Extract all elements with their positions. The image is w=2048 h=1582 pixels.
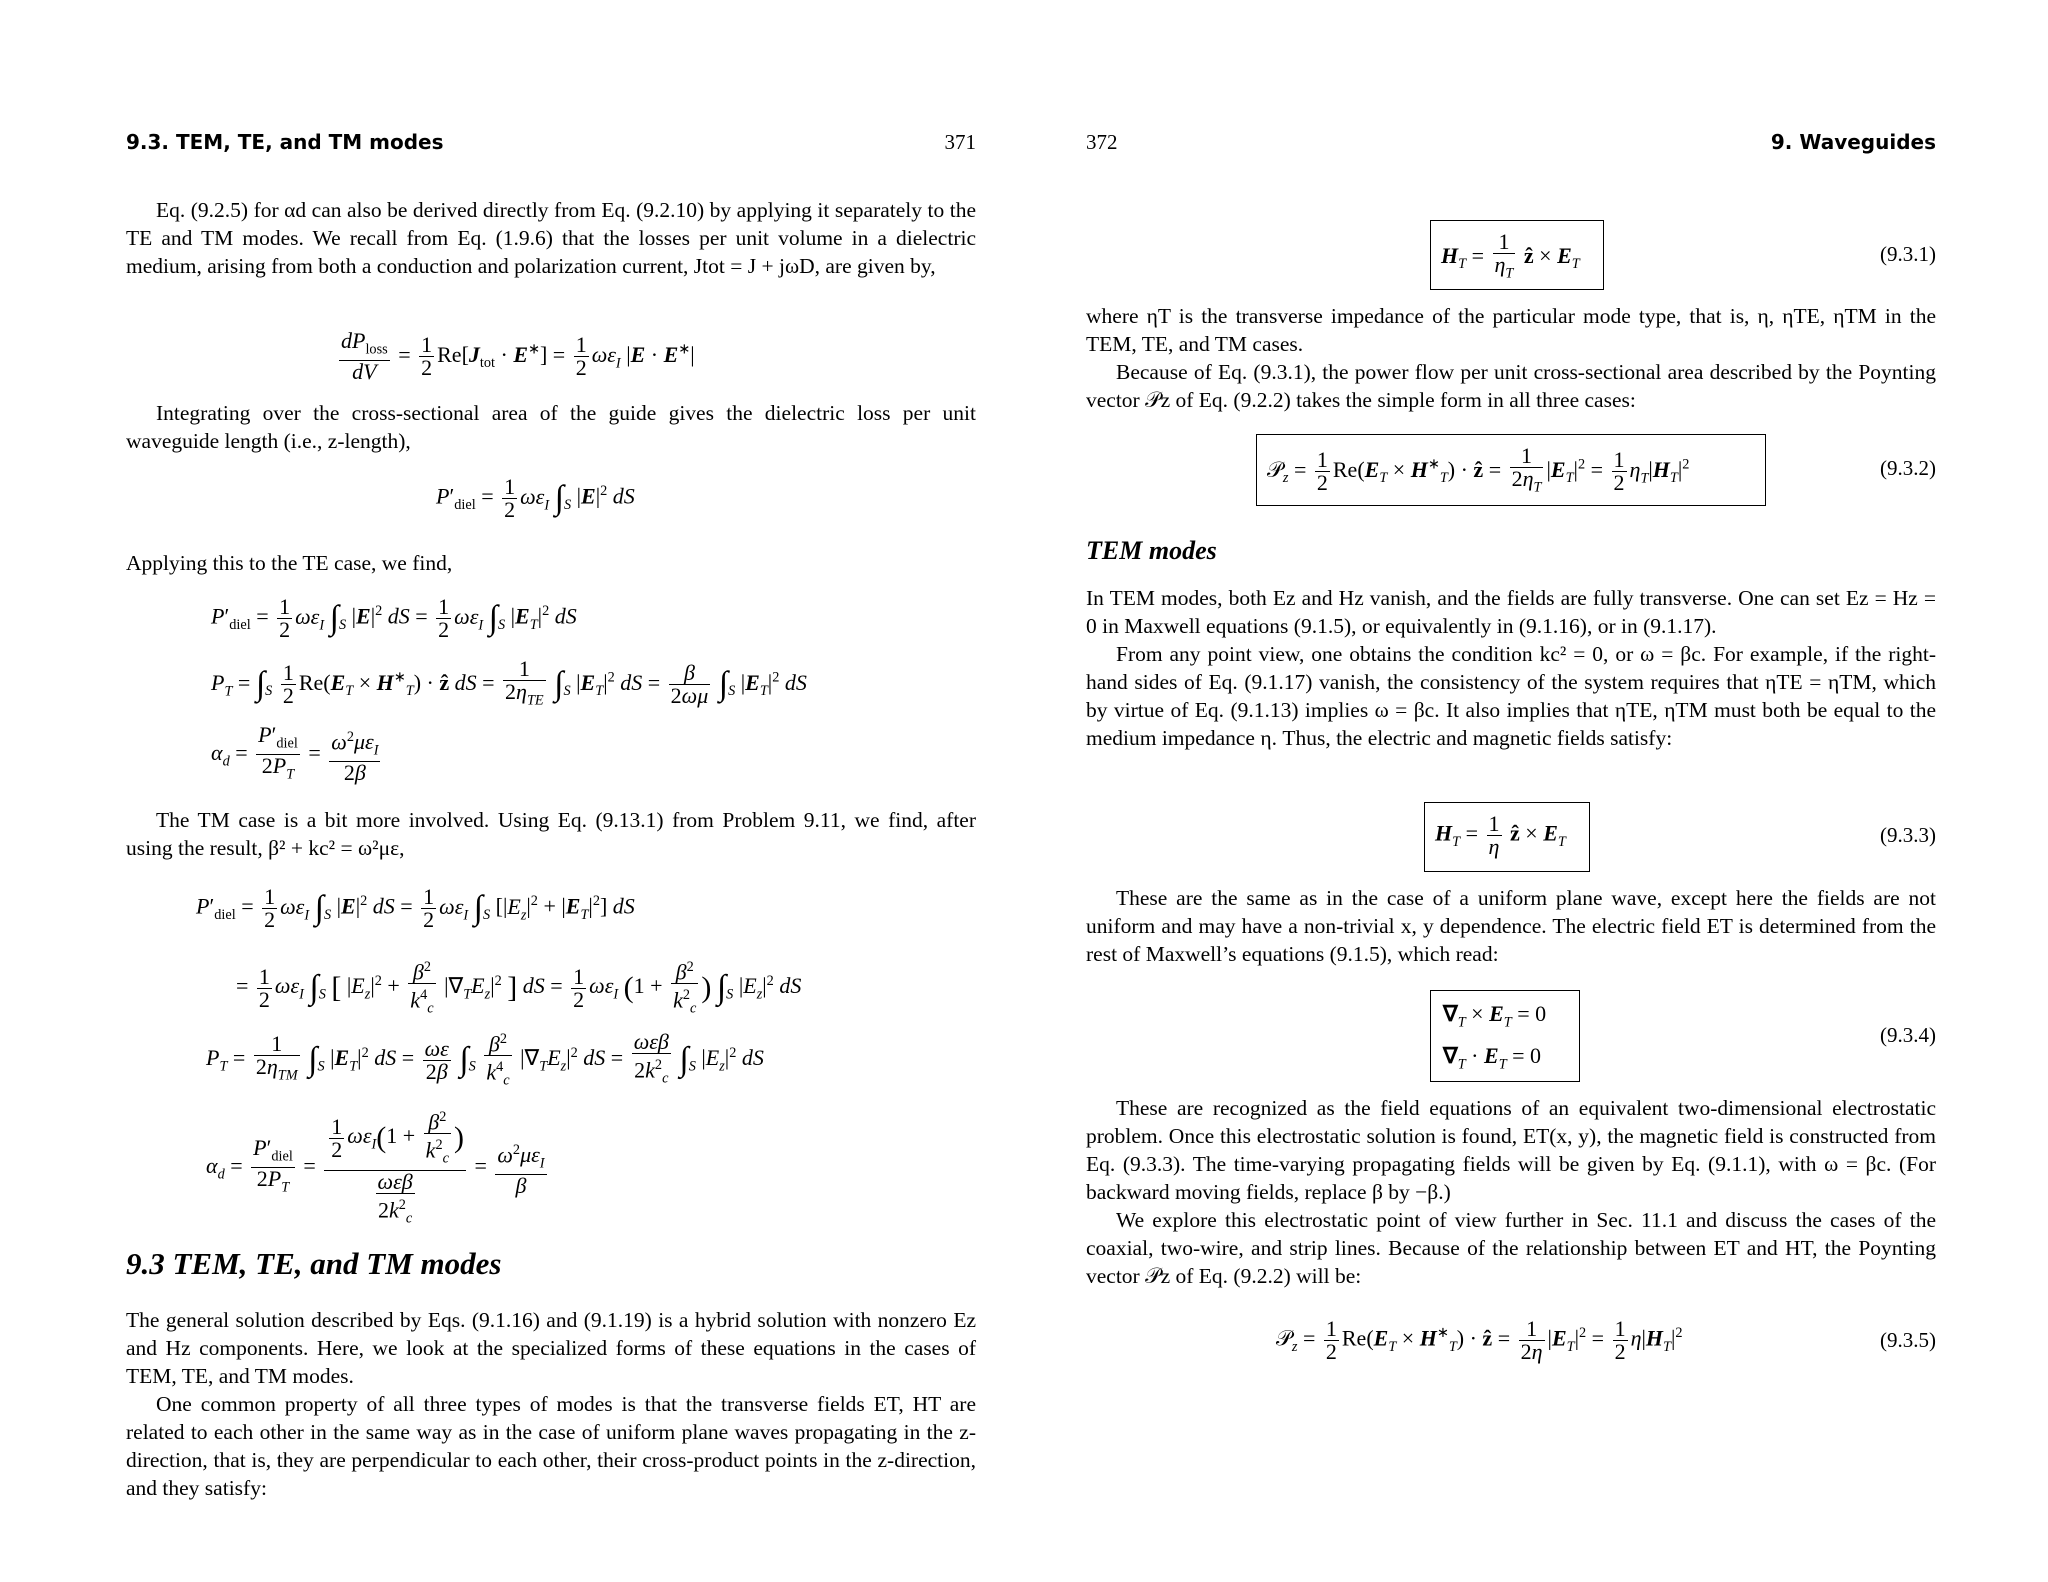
right-text-block-1: where ηT is the transverse impedance of the particular mode type, that is, η, ηTE, ηTM in the TEM, TE, and TM cases. Because of Eq. (9.3.1), the power flow per unit cross-sectional area described by the Poynting vector 𝒫z of Eq. (9.2.2) takes the simple form in all three cases: [1086,304,1936,412]
right-page-number: 372 [1086,130,1118,154]
left-page [126,0,976,1582]
boxed-equation-9-3-1: $H_T$ = $\frac{1}{\eta_T}$ ẑ × $E_T$ [1430,220,1604,290]
tem-paragraphs: In TEM modes, both Ez and Hz vanish, and the fields are fully transverse. One can set Ez = Hz = 0 in Maxwell equations (9.1.5), or equivalently in (9.1.16), or in (9.1.17). From any point view, one obtains the condition kc² = 0, or ω = βc. For example, if the right-hand sides of Eq. (9.1.17) vanish, the consistency of the system requires that ηTE = ηTM, which by virtue of Eq. (9.1.13) implies ω = βc. It also implies that ηTE, ηTM must both be equal to the medium impedance η. Thus, the electric and magnetic fields satisfy: [1086,586,1936,750]
subsection-title-tem: TEM modes [1086,536,1217,565]
right-page [1086,0,1936,1582]
right-running-header [1086,130,1936,160]
eq-number-9-3-3: (9.3.3) [1880,823,1936,847]
boxed-equation-9-3-3: $H_T$ = $\frac{1}{\eta}$ ẑ × $E_T$ [1424,802,1590,872]
boxed-equation-9-3-4: $\nabla_T \times E_T = 0$ $\nabla_T \cdot E_T = 0$ [1430,990,1580,1082]
integrating-paragraph: Integrating over the cross-sectional area of the guide gives the dielectric loss per unit waveguide length (i.e., z-length), [126,401,976,453]
equation-pdiel: $P'_{diel}$ = $\frac{1}{2}$ $\omega\varepsilon_I$ $\int_S$ $|E|^2$ dS [436,474,635,522]
right-header-title: 9. Waveguides [1770,130,1936,154]
equation-dploss: $\frac{dP_{loss}}{dV}$ = $\frac{1}{2}$ $Re[J_{tot} \cdot E^∗]$ = $\frac{1}{2}$ $\omega\varepsilon_I$ |E · E∗| [341,328,695,385]
equation-9-3-5: 𝒫$_z$ = $\frac{1}{2}$ $Re(E_T \times H^∗_T)$ · ẑ = $\frac{1}{2\eta}$ $|E_T|^2$ = $\frac{1}{2}$ $\eta|H_T|^2$ [1276,1316,1683,1364]
boxed-equation-9-3-2: 𝒫$_z$ = $\frac{1}{2}$ $Re(E_T \times H^∗_T)$ · ẑ = $\frac{1}{2\eta_T}$ $|E_T|^2$ = $\frac{1}{2}$ $\eta_T|H_T|^2$ [1256,434,1766,506]
equations-te-case: $P'_{diel}$ = $\frac{1}{2}$ $\omega\varepsilon_I$ $\int_S$ $|E|^2$ dS = $\frac{1}{2}$ $\omega\varepsilon_I$ $\int_S$ $|E_T|^2$ dS $P_T = \int_S$ $\frac{1}{2}$ $Re(E_T \times H^∗_T)$ · ẑ dS = $\frac{1}{2\eta_{TE}}$ $\int_S$ $|E_T|^2$ dS = $\frac{\beta}{2\omega\mu}$ $\int_S$ $|E_T|^2$ dS $\alpha_d$ = $\frac{P'_{diel}}{2P_T}$ = $\frac{\omega^2\mu\varepsilon_I}{2\beta}$ [211,594,807,786]
left-header-title: 9.3. TEM, TE, and TM modes [126,130,444,154]
tem-paragraphs-4-5: These are recognized as the field equations of an equivalent two-dimensional electrostatic problem. Once this electrostatic solution is found, ET(x, y), the magnetic field is constructed from Eq. (9.3.3). The time-varying propagating fields will be given by Eq. (9.1.1), with ω = βc. (For backward moving fields, replace β by −β.) We explore this electrostatic point of view further in Sec. 11.1 and discuss the cases of the coaxial, two-wire, and strip lines. Because of the relationship between ET and HT, the Poynting vector 𝒫z of Eq. (9.2.2) will be: [1086,1096,1936,1288]
left-page-number: 371 [944,130,976,154]
equations-tm-case: $P'_{diel}$ = $\frac{1}{2}$ $\omega\varepsilon_I$ $\int_S$ $|E|^2$ dS = $\frac{1}{2}$ $\omega\varepsilon_I$ $\int_S$ $[|E_z|^2 + |E_T|^2]$ dS = $\frac{1}{2}$ $\omega\varepsilon_I$ $\int_S$ [ $|E_z|^2$ + $\frac{\beta^2}{k^4_c}$ $|\nabla_TE_z|^2$ ] dS = $\frac{1}{2}$ $\omega\varepsilon_I$ (1 + $\frac{\beta^2}{k^2_c}$ ) $\int_S$ $|E_z|^2$ dS $P_T$ = $\frac{1}{2\eta_{TM}}$ $\int_S$ $|E_T|^2$ dS = $\frac{\omega\varepsilon}{2\beta}$ $\int_S$ $\frac{\beta^2}{k^4_c}$ $|\nabla_TE_z|^2$ dS = $\frac{\text{ωεβ}}{2k^2_c}$ $\int_S$ $|E_z|^2$ dS $\alpha_d$ = $\frac{P'_{diel}}{2P_T}$ = $\frac{1}{2}$ $\omega\varepsilon_I(1$ + $\frac{\beta^2}{k^2_c}$ ) $\frac{\text{ωεβ}}{2k^2_c}$ = $\frac{\omega^2\mu\varepsilon_I}{\beta}$ [196,884,802,1227]
intro-paragraph: Eq. (9.2.5) for αd can also be derived directly from Eq. (9.2.10) by applying it separately to the TE and TM modes. We recall from Eq. (1.9.6) that the losses per unit volume in a dielectric medium, arising from both a conduction and polarization current, Jtot = J + jωD, are given by, [126,198,976,278]
section-body: The general solution described by Eqs. (9.1.16) and (9.1.19) is a hybrid solution with nonzero Ez and Hz components. Here, we look at the specialized forms of these equations in the cases of TEM, TE, and TM modes. One common property of all three types of modes is that the transverse fields ET, HT are related to each other in the same way as in the case of uniform plane waves propagating in the z-direction, that is, they are perpendicular to each other, their cross-product points in the z-direction, and they satisfy: [126,1308,976,1500]
left-running-header [126,130,976,160]
tem-paragraph-3: These are the same as in the case of a uniform plane wave, except here the fields are not uniform and may have a non-trivial x, y dependence. The electric field ET is determined from the rest of Maxwell’s equations (9.1.5), which read: [1086,886,1936,966]
te-case-text: Applying this to the TE case, we find, [126,551,453,575]
section-title: 9.3 TEM, TE, and TM modes [126,1246,502,1281]
tm-case-paragraph: The TM case is a bit more involved. Using Eq. (9.13.1) from Problem 9.11, we find, after using the result, β² + kc² = ω²με, [126,808,976,860]
eq-number-9-3-2: (9.3.2) [1880,456,1936,480]
eq-number-9-3-1: (9.3.1) [1880,242,1936,266]
eq-number-9-3-4: (9.3.4) [1880,1023,1936,1047]
eq-number-9-3-5: (9.3.5) [1880,1328,1936,1352]
